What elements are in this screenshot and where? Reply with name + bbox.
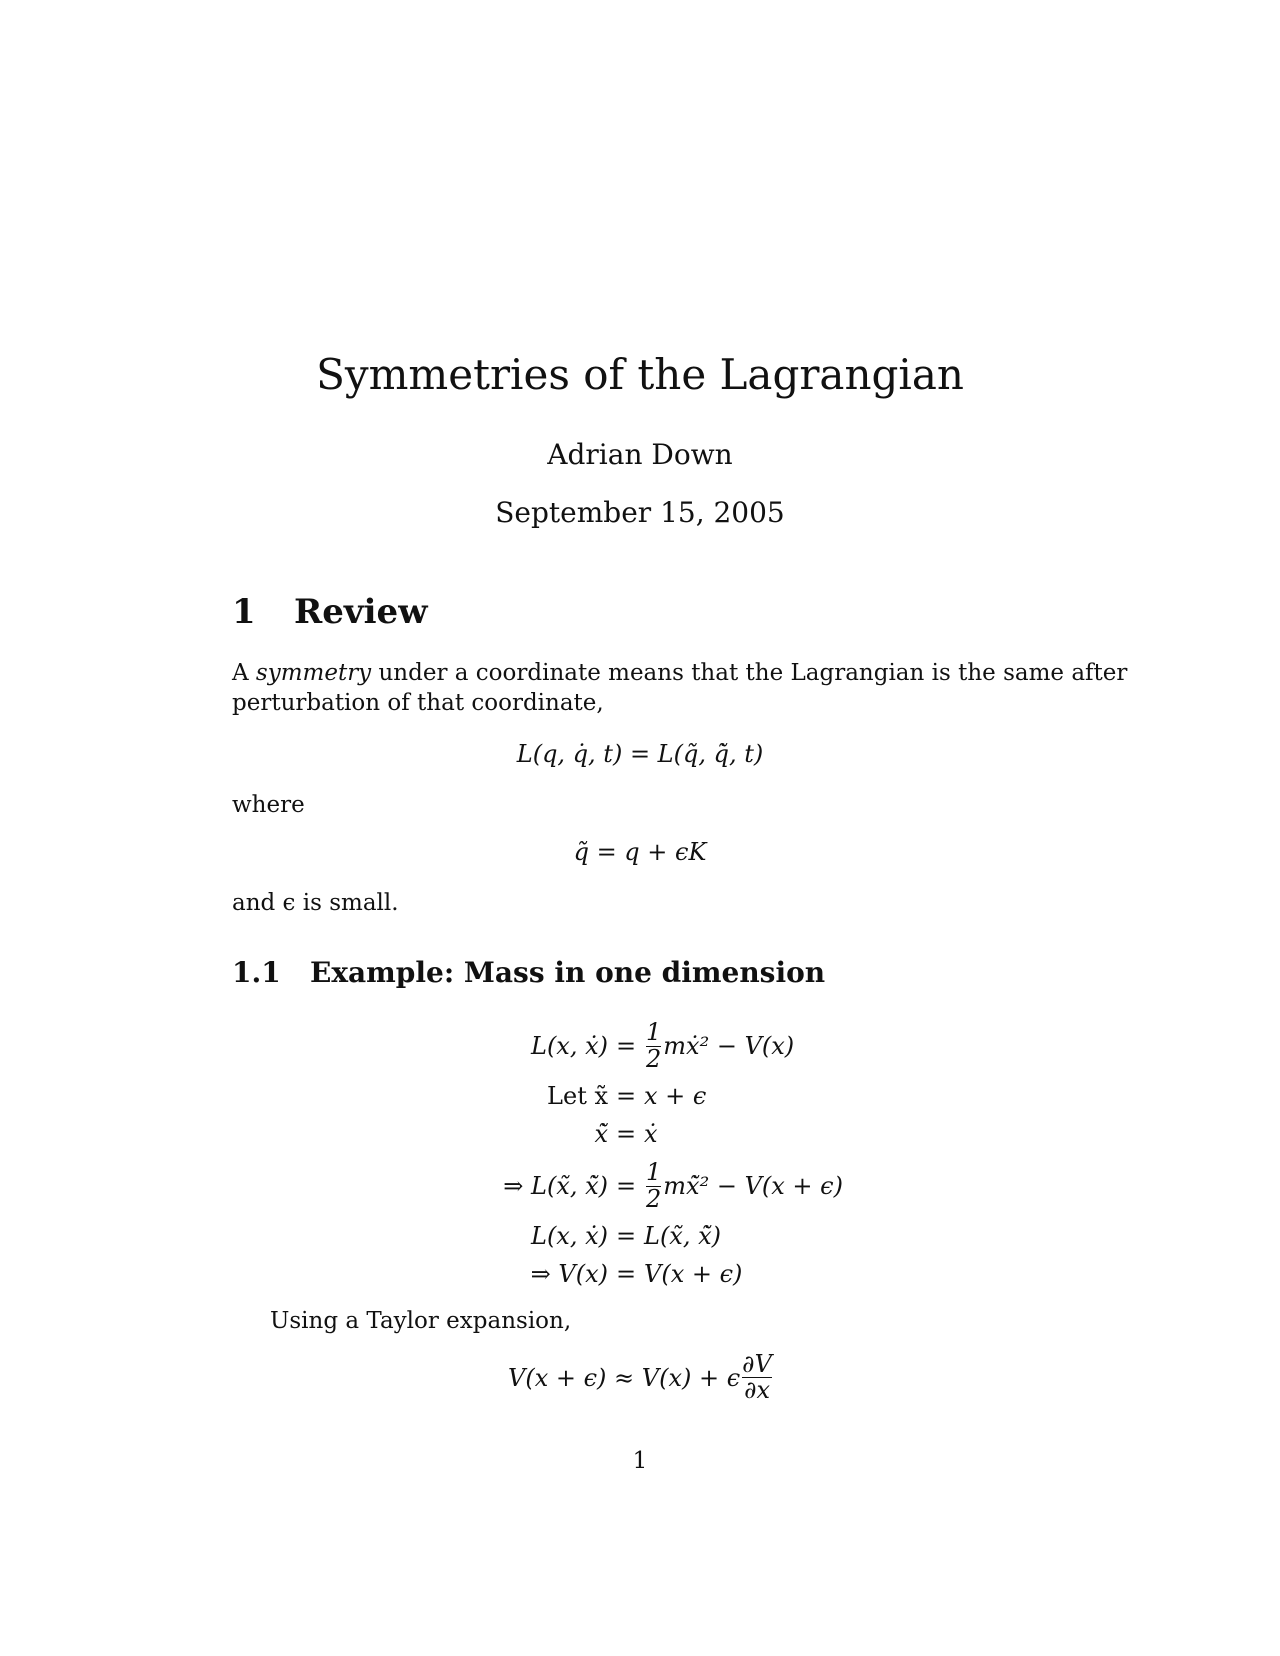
eq-rhs: V(x + ϵ) — [644, 1260, 743, 1288]
fraction-partial — [742, 1352, 772, 1403]
eq-lhs: ⇒ V(x) — [530, 1260, 608, 1288]
eq-rel: = — [616, 1222, 637, 1250]
eq-lhs: x̃̇ — [594, 1120, 608, 1148]
eq-lhs: Let x̃ — [547, 1082, 608, 1110]
subsection-number: 1.1 — [232, 956, 281, 989]
eq-rel: = — [616, 1032, 637, 1060]
author-name: Adrian Down — [547, 438, 733, 471]
eq-rel: = — [616, 1082, 637, 1110]
eq-rel: = — [616, 1172, 637, 1200]
align-row — [0, 1080, 1280, 1112]
eq-rhs: x + ϵ — [644, 1082, 707, 1110]
eq-lhs: L(x, ẋ) — [531, 1222, 608, 1250]
eq-rhs — [644, 1020, 794, 1071]
equation-symmetry: L(q, q̇, t) = L(q̃, q̃̇, t) — [516, 740, 764, 768]
equation-perturbation: q̃ = q + ϵK — [573, 838, 707, 866]
fraction-numerator: 1 — [646, 1018, 662, 1047]
section-number: 1 — [232, 592, 256, 632]
fraction — [646, 1020, 661, 1071]
paper-date: September 15, 2005 — [495, 496, 785, 529]
text-segment: A — [232, 660, 256, 686]
subsection-title: Example: Mass in one dimension — [310, 956, 826, 989]
emphasis-symmetry: symmetry — [255, 660, 372, 686]
fraction-numerator: 1 — [646, 1158, 662, 1187]
align-row — [0, 1258, 1280, 1290]
eq-lhs: L(x, ẋ) — [531, 1032, 608, 1060]
fraction-denominator: ∂x — [744, 1376, 771, 1405]
align-row — [0, 1158, 1280, 1214]
text-segment: under a coordinate means that the Lagrangian is the same after — [371, 660, 1128, 686]
eq-rhs-text: mẋ² − V(x) — [663, 1032, 795, 1060]
fraction — [646, 1160, 661, 1211]
review-paragraph-line1 — [232, 660, 1127, 686]
fraction-numerator: ∂V — [742, 1350, 772, 1378]
paper-title: Symmetries of the Lagrangian — [316, 350, 964, 399]
eq-rhs: ẋ — [644, 1120, 658, 1148]
eq-rhs — [644, 1160, 843, 1211]
eq-rel: = — [616, 1120, 637, 1148]
and-small-text: and ϵ is small. — [232, 890, 399, 916]
align-row — [0, 1220, 1280, 1252]
review-paragraph-line2: perturbation of that coordinate, — [232, 690, 604, 716]
section-heading-review — [232, 592, 427, 632]
taylor-text: Using a Taylor expansion, — [270, 1308, 572, 1334]
taylor-lhs: V(x + ϵ) ≈ V(x) + ϵ — [508, 1363, 741, 1392]
eq-rhs: L(x̃, x̃̇) — [644, 1222, 721, 1250]
align-row — [0, 1118, 1280, 1150]
eq-rel: = — [616, 1260, 637, 1288]
eq-lhs: ⇒ L(x̃, x̃̇) — [503, 1172, 608, 1200]
where-text: where — [232, 792, 305, 818]
equation-taylor — [508, 1352, 774, 1403]
fraction-denominator: 2 — [646, 1184, 662, 1213]
page-number: 1 — [632, 1448, 648, 1474]
align-row — [0, 1018, 1280, 1074]
fraction-denominator: 2 — [646, 1044, 662, 1073]
subsection-heading-example — [232, 956, 825, 989]
section-title: Review — [294, 592, 428, 632]
eq-rhs-text: mx̃̇² − V(x + ϵ) — [663, 1172, 843, 1200]
